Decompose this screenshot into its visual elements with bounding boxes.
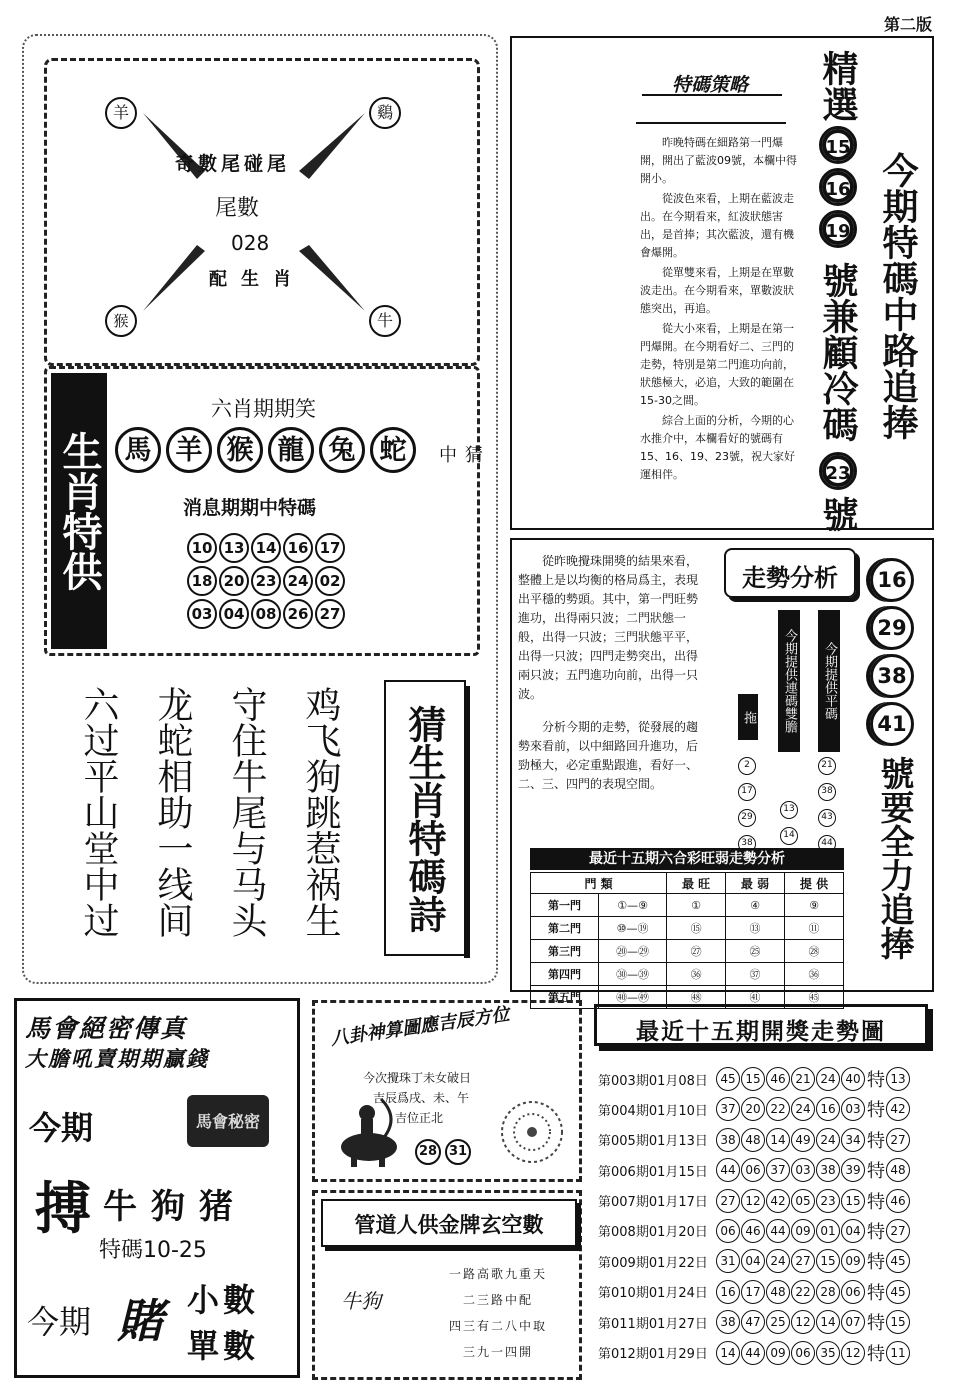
pick-number: 19 [819, 210, 857, 248]
strategy-paragraph: 從單雙來看，上期是在單數波走出。在今期看來，單數波狀態突出，再追。 [640, 266, 794, 315]
trend-table-header: 最 弱 [726, 873, 785, 894]
picks-tail: 號 [817, 496, 859, 532]
history-number: 04 [841, 1219, 865, 1243]
history-special-label: 特 [867, 1100, 885, 1122]
trend-table-cell: ㉚—㊴ [599, 963, 667, 986]
history-draw-label: 第004期01月10日 [598, 1103, 708, 1119]
horse-logo [187, 1095, 269, 1147]
trend-table-title: 最近十五期六合彩旺弱走勢分析 [530, 848, 844, 870]
special-number: 14 [251, 533, 281, 563]
bagua-line-3: 吉位正北 [395, 1111, 444, 1125]
trend-table-cell: ⑩—⑲ [599, 917, 667, 940]
history-special-label: 特 [867, 1191, 885, 1213]
strategy-paragraph: 綜合上面的分析，今期的心水推介中，本欄看好的號碼有15、16、19、23號，祝大家好運相伴。 [640, 414, 795, 481]
ray-br [299, 245, 365, 311]
history-draw-label: 第008期01月20日 [598, 1225, 708, 1241]
strategy-paragraph: 從大小來看，上期是在第一門爆開。在今期看好二、三門的走勢，特別是第二門進功向前，狀態極大，必追，大致的範圍在15-30之間。 [640, 322, 794, 407]
special-number: 20 [219, 566, 249, 596]
archer-illustration [329, 1089, 409, 1169]
history-draw-label: 第003期01月08日 [598, 1073, 708, 1089]
trend-number: 38 [818, 783, 836, 801]
trend-table-cell: ㉕ [726, 940, 785, 963]
guandao-line: 四三有二八中取 [448, 1319, 547, 1333]
history-table [598, 1066, 938, 1370]
horse-logo-text: 馬會秘密 [195, 1112, 260, 1131]
ray-bl [143, 245, 205, 311]
picks-mid: 號兼顧冷碼 [817, 262, 859, 442]
trend-table-cell: ㊶ [726, 986, 785, 1009]
history-number: 15 [841, 1189, 865, 1213]
history-number: 38 [716, 1128, 740, 1152]
trend-side-text: 號要全力追捧 [874, 756, 914, 960]
history-special-label: 特 [867, 1070, 885, 1091]
trend-table-cell: 第四門 [531, 963, 599, 986]
trend-number: 44 [818, 835, 836, 853]
history-number: 46 [741, 1219, 765, 1243]
special-number: 27 [315, 599, 345, 629]
history-number: 22 [791, 1280, 815, 1304]
special-number: 03 [187, 599, 217, 629]
trend-table-header: 最 旺 [667, 873, 726, 894]
zodiac-circle: 兔 [319, 427, 365, 473]
zodiac-circle-sheep: 羊 [105, 97, 137, 129]
history-number: 40 [841, 1067, 865, 1091]
history-number: 06 [791, 1341, 815, 1365]
strategy-article [640, 134, 804, 486]
guandao-verse [423, 1265, 573, 1369]
trend-table [530, 872, 844, 1009]
history-number: 07 [841, 1310, 865, 1334]
bet-char: 搏 [35, 1176, 91, 1242]
history-row [598, 1309, 938, 1339]
history-number: 44 [766, 1219, 790, 1243]
history-number: 09 [791, 1219, 815, 1243]
history-number: 24 [816, 1067, 840, 1091]
pick-number: 16 [819, 168, 857, 206]
today-label-2: 今期 [27, 1303, 92, 1341]
trend-number: 29 [738, 809, 756, 827]
history-number: 42 [766, 1189, 790, 1213]
strategy-picks [814, 46, 862, 530]
trend-table-row [531, 894, 844, 917]
zodiac-circle: 猴 [217, 427, 263, 473]
picks-a-list [814, 126, 862, 252]
history-special-label: 特 [867, 1252, 885, 1274]
history-number: 22 [766, 1097, 790, 1121]
history-number: 15 [816, 1249, 840, 1273]
trend-number: 17 [738, 783, 756, 801]
special-number: 13 [219, 533, 249, 563]
history-special-label: 特 [867, 1282, 885, 1304]
guandao-box [312, 1190, 582, 1380]
history-title: 最近十五期開獎走勢圖 [636, 1018, 886, 1045]
history-number: 45 [716, 1067, 740, 1091]
trend-number: 38 [738, 835, 756, 853]
trend-table-cell: ①—⑨ [599, 894, 667, 917]
gamble-char: 賭 [117, 1294, 163, 1348]
trend-table-cell: 第三門 [531, 940, 599, 963]
tail-heading: 奇數尾碰尾 [175, 153, 291, 175]
history-row [598, 1066, 938, 1096]
tail-number-box [44, 58, 480, 366]
history-number: 03 [841, 1097, 865, 1121]
trend-table-cell: 第五門 [531, 986, 599, 1009]
history-row [598, 1096, 938, 1126]
six-zodiac-box [44, 366, 483, 656]
history-draw-label: 第012期01月29日 [598, 1347, 708, 1363]
history-number: 03 [791, 1158, 815, 1182]
trend-text-2: 分析今期的走勢，從發展的趨勢來看前，以中細路回升進功，后勁極大，必定重點跟進，看好一、二、三、四門的表現空間。 [518, 720, 699, 791]
guess-label: 猜中 [436, 445, 483, 543]
bagua-number: 28 [415, 1139, 441, 1165]
special-number: 17 [315, 533, 345, 563]
strategy-banner-box [636, 70, 786, 124]
history-number: 01 [816, 1219, 840, 1243]
history-draw-label: 第007期01月17日 [598, 1195, 708, 1211]
trend-drag-label: 拖 [738, 694, 758, 740]
history-number: 46 [766, 1067, 790, 1091]
history-row [598, 1188, 938, 1218]
history-row [598, 1279, 938, 1309]
history-number: 37 [766, 1158, 790, 1182]
picks-head: 精選 [817, 50, 859, 122]
history-number: 06 [841, 1280, 865, 1304]
tail-value: 028 [231, 231, 270, 255]
trend-table-cell: ⑨ [785, 894, 844, 917]
zodiac-circle-rooster: 鷄 [369, 97, 401, 129]
history-special-number: 48 [886, 1158, 910, 1182]
special-range: 特碼10-25 [99, 1238, 207, 1263]
trend-table-cell: ㊺ [785, 986, 844, 1009]
tail-label: 尾數 [215, 196, 260, 221]
trend-table-cell: ㊱ [785, 963, 844, 986]
pick-number: 15 [819, 126, 857, 164]
ray-tr [299, 113, 365, 179]
zodiac-circle-ox: 牛 [369, 305, 401, 337]
six-zodiac-subtitle: 消息期期中特碼 [183, 497, 317, 519]
history-draw-label: 第009期01月22日 [598, 1255, 708, 1271]
history-number: 34 [841, 1128, 865, 1152]
history-number: 27 [716, 1189, 740, 1213]
history-number: 24 [766, 1249, 790, 1273]
picks-b-list [814, 452, 862, 494]
trend-number: 2 [738, 757, 756, 775]
history-draw-label: 第011期01月27日 [598, 1316, 708, 1332]
guandao-title-box [321, 1199, 577, 1247]
special-number: 16 [283, 533, 313, 563]
col-a-number-list [780, 796, 800, 848]
history-number: 23 [816, 1189, 840, 1213]
history-number: 25 [766, 1310, 790, 1334]
bagua-title: 八卦神算圖應吉辰方位 [329, 1003, 511, 1050]
bagua-box [312, 1000, 582, 1182]
special-number: 10 [187, 533, 217, 563]
trend-number: 21 [818, 757, 836, 775]
page-number: 第二版 [884, 15, 933, 34]
history-draw-label: 第005期01月13日 [598, 1134, 708, 1150]
gamble-option-1: 小數 [187, 1281, 260, 1319]
history-special-number: 15 [886, 1310, 910, 1334]
history-number: 14 [766, 1128, 790, 1152]
history-special-number: 27 [886, 1219, 910, 1243]
strategy-paragraph: 從波色來看，上期在藍波走出。在今期看來，紅波狀態害出，是首捧；其次藍波，還有機會爆開。 [640, 192, 794, 259]
history-row [598, 1248, 938, 1278]
zodiac-circle: 龍 [268, 427, 314, 473]
trend-table-cell: ㊽ [667, 986, 726, 1009]
bagua-number: 31 [445, 1139, 471, 1165]
poem-box-title: 猜生肖特碼詩 [402, 705, 447, 933]
trend-table-cell: ㉗ [667, 940, 726, 963]
trend-table-cell: ㊵—㊾ [599, 986, 667, 1009]
trend-table-cell: ⑬ [726, 917, 785, 940]
trend-table-cell: 第二門 [531, 917, 599, 940]
history-number: 35 [816, 1341, 840, 1365]
zodiac-circle: 蛇 [370, 427, 416, 473]
history-number: 48 [741, 1128, 765, 1152]
poem-column: 守住牛尾与马头 [226, 686, 267, 938]
horse-fax-subtitle: 大膽吼賣期期贏錢 [25, 1046, 209, 1071]
trend-number: 43 [818, 809, 836, 827]
poem-box-shadow [464, 686, 470, 958]
history-special-number: 11 [886, 1341, 910, 1365]
trend-title-box [724, 548, 856, 598]
special-number-grid [187, 533, 359, 633]
history-number: 15 [741, 1067, 765, 1091]
strategy-banner: 特碼策略 [672, 74, 749, 96]
history-number: 48 [766, 1280, 790, 1304]
strategy-side-title: 今期特碼中路追捧 [877, 152, 919, 440]
history-number: 14 [816, 1310, 840, 1334]
trend-table-cell: ㊲ [726, 963, 785, 986]
history-number: 47 [741, 1310, 765, 1334]
guandao-line: 二三路中配 [462, 1293, 533, 1307]
trend-col-b-label: 今期提供平碼 [818, 610, 840, 752]
trend-table-cell: ⑳—㉙ [599, 940, 667, 963]
bagua-numbers [415, 1139, 495, 1165]
history-number: 31 [716, 1249, 740, 1273]
history-draw-label: 第010期01月24日 [598, 1286, 708, 1302]
special-number: 26 [283, 599, 313, 629]
strategy-box [510, 36, 934, 530]
trend-table-cell: ㊱ [667, 963, 726, 986]
horse-fax-title: 馬會絕密傳真 [25, 1014, 188, 1043]
history-special-number: 42 [886, 1097, 910, 1121]
history-number: 16 [816, 1097, 840, 1121]
tail-footer: 配生肖 [209, 269, 305, 290]
zodiac-poem [78, 686, 368, 966]
zodiac-circle: 馬 [115, 427, 161, 473]
pick-number: 23 [819, 452, 857, 490]
history-number: 16 [716, 1280, 740, 1304]
history-number: 12 [841, 1341, 865, 1365]
poem-column: 鸡飞狗跳惹祸生 [300, 686, 341, 938]
trend-number: 13 [780, 801, 798, 819]
trend-table-cell: ⑪ [785, 917, 844, 940]
trend-side-number: 41 [870, 702, 914, 746]
zodiac-circle: 羊 [166, 427, 212, 473]
trend-title: 走勢分析 [742, 564, 838, 592]
trend-table-header-row [531, 873, 844, 894]
bet-animals: 牛狗猪 [103, 1187, 247, 1227]
trend-table-cell: 第一門 [531, 894, 599, 917]
bagua-line-1: 今次攪珠丁未女破日 [363, 1071, 472, 1085]
history-number: 37 [716, 1097, 740, 1121]
six-zodiac-side-title: 生肖特供 [51, 373, 107, 649]
trend-side-number: 16 [870, 558, 914, 602]
poem-title-box [384, 680, 466, 956]
history-special-label: 特 [867, 1313, 885, 1335]
bagua-line-2: 吉辰爲戌、未、午 [373, 1091, 470, 1105]
history-number: 21 [791, 1067, 815, 1091]
today-label-1: 今期 [29, 1109, 94, 1147]
history-number: 17 [741, 1280, 765, 1304]
history-draw-label: 第006期01月15日 [598, 1164, 708, 1180]
history-special-number: 45 [886, 1280, 910, 1304]
history-number: 39 [841, 1158, 865, 1182]
history-special-number: 45 [886, 1249, 910, 1273]
history-number: 24 [791, 1097, 815, 1121]
horse-fax-box [14, 998, 300, 1378]
trend-table-cell: ① [667, 894, 726, 917]
history-number: 09 [841, 1249, 865, 1273]
history-special-label: 特 [867, 1221, 885, 1243]
history-number: 20 [741, 1097, 765, 1121]
zodiac-circle-row [115, 427, 425, 477]
history-special-label: 特 [867, 1343, 885, 1365]
guandao-line: 一路高歌九重天 [448, 1267, 547, 1281]
trend-table-row [531, 963, 844, 986]
strategy-paragraph: 昨晚特碼在細路第一門爆開，開出了藍波09號，本欄中得開小。 [640, 136, 797, 185]
poem-column: 龙蛇相助一线间 [152, 686, 193, 938]
history-special-number: 13 [886, 1067, 910, 1091]
trend-table-cell: ⑮ [667, 917, 726, 940]
history-row [598, 1218, 938, 1248]
history-number: 12 [741, 1189, 765, 1213]
history-number: 12 [791, 1310, 815, 1334]
history-number: 05 [791, 1189, 815, 1213]
special-number: 23 [251, 566, 281, 596]
history-number: 24 [816, 1128, 840, 1152]
guandao-title: 管道人供金牌玄空數 [354, 1212, 544, 1237]
six-zodiac-title: 六肖期期笑 [211, 397, 316, 421]
special-number: 02 [315, 566, 345, 596]
gamble-option-2: 單數 [187, 1327, 260, 1365]
trend-table-row [531, 917, 844, 940]
history-number: 44 [741, 1341, 765, 1365]
trend-side-number: 29 [870, 606, 914, 650]
bagua-compass-icon [499, 1099, 565, 1165]
trend-table-header: 門 類 [531, 873, 667, 894]
history-number: 44 [716, 1158, 740, 1182]
history-special-label: 特 [867, 1161, 885, 1183]
trend-text-1: 從昨晚攪珠開獎的結果來看，整體上是以均衡的格局爲主，表現出平穩的勢頭。其中，第一門旺勢進功，出得兩只波；二門狀態一般，出得一只波；三門狀態平平，出得一只波；四門走勢突出，出得兩只波；五門進功向前，出得一只波。 [518, 554, 699, 701]
history-number: 14 [716, 1341, 740, 1365]
trend-table-row [531, 940, 844, 963]
history-special-number: 27 [886, 1128, 910, 1152]
history-number: 38 [816, 1158, 840, 1182]
poem-column: 六过平山堂中过 [78, 686, 119, 938]
history-row [598, 1340, 938, 1370]
history-number: 04 [741, 1249, 765, 1273]
trend-side-numbers [870, 558, 918, 750]
special-number: 04 [219, 599, 249, 629]
trend-table-cell: ④ [726, 894, 785, 917]
history-row [598, 1157, 938, 1187]
history-special-number: 46 [886, 1189, 910, 1213]
history-row [598, 1127, 938, 1157]
trend-col-a-label: 今期提供連碼雙膽 [778, 610, 800, 752]
special-number: 24 [283, 566, 313, 596]
history-number: 06 [716, 1219, 740, 1243]
history-title-box [594, 1004, 928, 1046]
history-number: 27 [791, 1249, 815, 1273]
history-number: 09 [766, 1341, 790, 1365]
special-number: 18 [187, 566, 217, 596]
trend-table-header: 提 供 [785, 873, 844, 894]
guandao-line: 三九一四開 [462, 1345, 533, 1359]
history-number: 49 [791, 1128, 815, 1152]
guandao-sign: 牛狗 [341, 1289, 381, 1313]
zodiac-circle-monkey: 猴 [105, 305, 137, 337]
drag-number-list [738, 752, 758, 856]
history-number: 28 [816, 1280, 840, 1304]
history-special-label: 特 [867, 1130, 885, 1152]
trend-table-cell: ㉘ [785, 940, 844, 963]
history-number: 38 [716, 1310, 740, 1334]
history-number: 06 [741, 1158, 765, 1182]
col-b-number-list [818, 752, 838, 856]
trend-side-number: 38 [870, 654, 914, 698]
trend-number: 14 [780, 827, 798, 845]
special-number: 08 [251, 599, 281, 629]
